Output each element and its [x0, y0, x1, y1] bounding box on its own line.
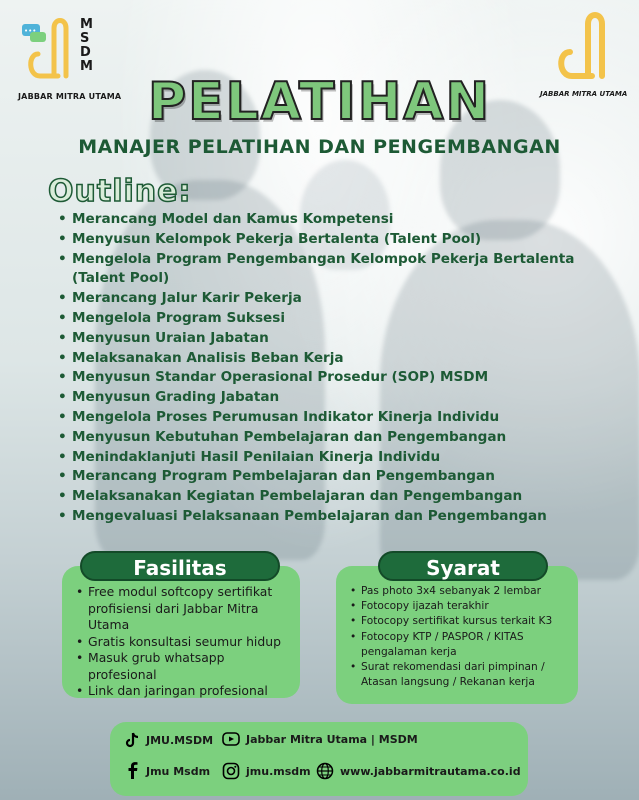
- contact-instagram[interactable]: [222, 762, 311, 780]
- youtube-channel: Jabbar Mitra Utama | MSDM: [246, 732, 418, 746]
- facebook-icon: [124, 762, 140, 780]
- outline-list: [58, 210, 618, 527]
- contact-bar: [110, 722, 528, 796]
- fasilitas-heading: Fasilitas: [80, 551, 280, 581]
- outline-item: • Merancang Model dan Kamus Kompetensi: [58, 210, 618, 230]
- syarat-heading: Syarat: [378, 551, 548, 581]
- globe-icon: [316, 762, 334, 780]
- outline-item: • Menindaklanjuti Hasil Penilaian Kinerja Individu: [58, 448, 618, 468]
- fasilitas-box: [62, 566, 300, 698]
- outline-item: • Menyusun Standar Operasional Prosedur (SOP) MSDM: [58, 368, 618, 388]
- tiktok-icon: [124, 732, 140, 748]
- logo-brand-right: JABBAR MITRA UTAMA: [540, 90, 628, 98]
- contact-facebook[interactable]: [124, 762, 210, 780]
- website-url: www.jabbarmitrautama.co.id: [340, 764, 521, 778]
- syarat-item: • Pas photo 3x4 sebanyak 2 lembar: [350, 584, 570, 599]
- page-title: PELATIHAN: [147, 72, 492, 132]
- outline-heading: Outline:: [48, 174, 192, 209]
- outline-item: • Melaksanakan Analisis Beban Kerja: [58, 349, 618, 369]
- fasilitas-item: • Link dan jaringan profesional: [76, 683, 290, 700]
- instagram-icon: [222, 762, 240, 780]
- outline-item: • Menyusun Kelompok Pekerja Bertalenta (Talent Pool): [58, 230, 618, 250]
- syarat-item: • Fotocopy ijazah terakhir: [350, 599, 570, 614]
- logo-brand-left: JABBAR MITRA UTAMA: [18, 92, 122, 101]
- fasilitas-item: • Gratis konsultasi seumur hidup: [76, 634, 290, 651]
- outline-item: • Merancang Jalur Karir Pekerja: [58, 289, 618, 309]
- outline-item: • Merancang Program Pembelajaran dan Pengembangan: [58, 467, 618, 487]
- syarat-item: • Fotocopy sertifikat kursus terkait K3: [350, 614, 570, 629]
- outline-item: • Menyusun Grading Jabatan: [58, 388, 618, 408]
- outline-item: • Mengelola Program Pengembangan Kelompok Pekerja Bertalenta (Talent Pool): [58, 250, 618, 290]
- outline-item: • Mengelola Proses Perumusan Indikator Kinerja Individu: [58, 408, 618, 428]
- fasilitas-item: • Free modul softcopy sertifikat profisiensi dari Jabbar Mitra Utama: [76, 584, 290, 634]
- contact-youtube[interactable]: [222, 732, 418, 746]
- facebook-name: Jmu Msdm: [146, 764, 211, 778]
- logo-letters: MSDM: [80, 17, 93, 74]
- outline-item: • Melaksanakan Kegiatan Pembelajaran dan Pengembangan: [58, 487, 618, 507]
- contact-website[interactable]: [316, 762, 521, 780]
- outline-item: • Menyusun Uraian Jabatan: [58, 329, 618, 349]
- page-subtitle: MANAJER PELATIHAN DAN PENGEMBANGAN: [78, 136, 561, 158]
- syarat-item: • Surat rekomendasi dari pimpinan / Atasan langsung / Rekanan kerja: [350, 660, 570, 690]
- outline-item: • Mengelola Program Suksesi: [58, 309, 618, 329]
- tiktok-handle: JMU.MSDM: [146, 733, 214, 747]
- youtube-icon: [222, 732, 240, 746]
- outline-item: • Menyusun Kebutuhan Pembelajaran dan Pengembangan: [58, 428, 618, 448]
- instagram-handle: jmu.msdm: [246, 764, 311, 778]
- fasilitas-item: • Masuk grub whatsapp profesional: [76, 650, 290, 683]
- syarat-item: • Fotocopy KTP / PASPOR / KITAS pengalaman kerja: [350, 630, 570, 660]
- svg-text:•••: •••: [24, 27, 37, 35]
- contact-tiktok[interactable]: [124, 732, 213, 748]
- syarat-box: [336, 566, 578, 704]
- outline-item: • Mengevaluasi Pelaksanaan Pembelajaran dan Pengembangan: [58, 507, 618, 527]
